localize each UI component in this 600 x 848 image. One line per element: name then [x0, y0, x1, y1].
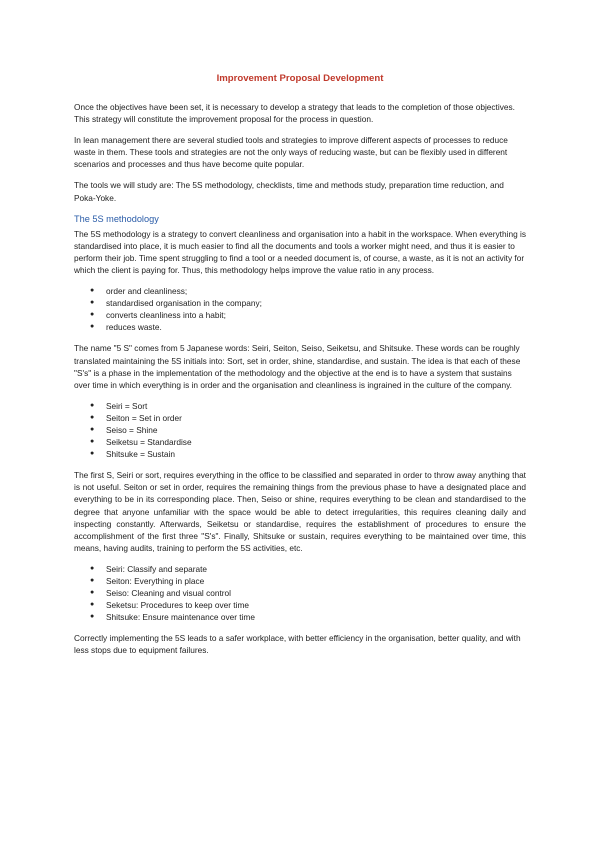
translation-list — [74, 400, 526, 460]
list-item: ● reduces waste. — [90, 322, 162, 333]
list-item: ● Shitsuke = Sustain — [90, 449, 175, 460]
section-intro-paragraph: The 5S methodology is a strategy to convert cleanliness and organisation into a habit in the workspace. When everything is standardised into place, it is much easier to find all the documents and tools a worker might need, and thus it is easier to perform their job. Time spent struggling to find a tool or a needed document is, of course, a waste, as it is not an activity for which the client is paying for. Thus, this methodology helps improve the value ratio in any process. — [74, 228, 526, 275]
bullet-icon: ● — [90, 450, 95, 458]
list-item: ● Seiso = Shine — [90, 424, 158, 435]
list-item: ● Shitsuke: Ensure maintenance over time — [90, 612, 255, 623]
list-item: ● Seiton = Set in order — [90, 412, 182, 423]
list-item: ● Seiri = Sort — [90, 400, 148, 411]
bullet-icon: ● — [90, 564, 95, 572]
name-origin-paragraph: The name "5 S" comes from 5 Japanese words: Seiri, Seiton, Seiso, Seiketsu, and Shitsuke. These words can be roughly translated maintaining the 5S initials into: Sort, set in order, shine, standardise, and sustain. The idea is that each of these "S's" is a phase in the implementation of the methodology and the objective at the end is to have a system that sustains over time in which everything is in order and the organisation and cleanliness is ingrained in the culture of the company. — [74, 343, 521, 390]
bullet-icon: ● — [90, 589, 95, 597]
bullet-icon: ● — [90, 311, 95, 319]
list-item: ● Seiketsu = Standardise — [90, 437, 192, 448]
list-item: ● converts cleanliness into a habit; — [90, 310, 226, 321]
description-list — [74, 563, 526, 623]
intro-paragraph-2: In lean management there are several studied tools and strategies to improve different aspects of processes to reduce waste in them. These tools and strategies are not the only ways of reducing waste, but can be flexibly used in different scenarios and processes and thus have become quite popular. — [74, 135, 508, 170]
intro-paragraph-1: Once the objectives have been set, it is necessary to develop a strategy that leads to the completion of those objectives. This strategy will constitute the improvement proposal for the process in question. — [74, 102, 515, 125]
bullet-icon: ● — [90, 287, 95, 295]
bullet-icon: ● — [90, 401, 95, 409]
list-item: ● Seiton: Everything in place — [90, 576, 205, 586]
intro-paragraph-3: The tools we will study are: The 5S methodology, checklists, time and methods study, preparation time reduction, and Poka-Yoke. — [74, 180, 504, 203]
bullet-icon: ● — [90, 299, 95, 307]
list-item: ● order and cleanliness; — [90, 286, 188, 297]
bullet-icon: ● — [90, 601, 95, 609]
goals-list — [74, 285, 526, 333]
bullet-icon: ● — [90, 425, 95, 433]
bullet-icon: ● — [90, 413, 95, 421]
list-item: ● Seiso: Cleaning and visual control — [90, 588, 231, 599]
section-heading-5s: The 5S methodology — [74, 213, 159, 224]
list-item: ● Seiri: Classify and separate — [90, 563, 207, 574]
bullet-icon: ● — [90, 323, 95, 331]
bullet-icon: ● — [90, 577, 95, 584]
list-item: ● Seketsu: Procedures to keep over time — [90, 600, 249, 611]
bullet-icon: ● — [90, 613, 95, 621]
detail-paragraph: The first S, Seiri or sort, requires everything in the office to be classified and separated in order to throw away anything that is not useful. Seiton or set in order, requires the remaining things from the previous phase to have a designated place and everything to be in its corresponding place. Then, Seiso or shine, requires everything to be clean and standardised to the degree that anyone unfamiliar with the space would be able to detect irregularities, this requires cleaning daily and inspecting constantly. Afterwards, Seiketsu or standardise, requires the establishment of procedures to ensure the accomplishment of the first three "S's". Finally, Shitsuke or sustain, requires everything to be maintained over time, this means, having audits, training to perform the 5S activities, etc. — [74, 470, 526, 553]
closing-paragraph: Correctly implementing the 5S leads to a safer workplace, with better efficiency in the organisation, better quality, and with less stops due to equipment failures. — [74, 633, 521, 656]
bullet-icon: ● — [90, 438, 95, 446]
document-title: Improvement Proposal Development — [216, 73, 384, 84]
list-item: ● standardised organisation in the company; — [90, 298, 262, 309]
document-body — [74, 101, 526, 666]
